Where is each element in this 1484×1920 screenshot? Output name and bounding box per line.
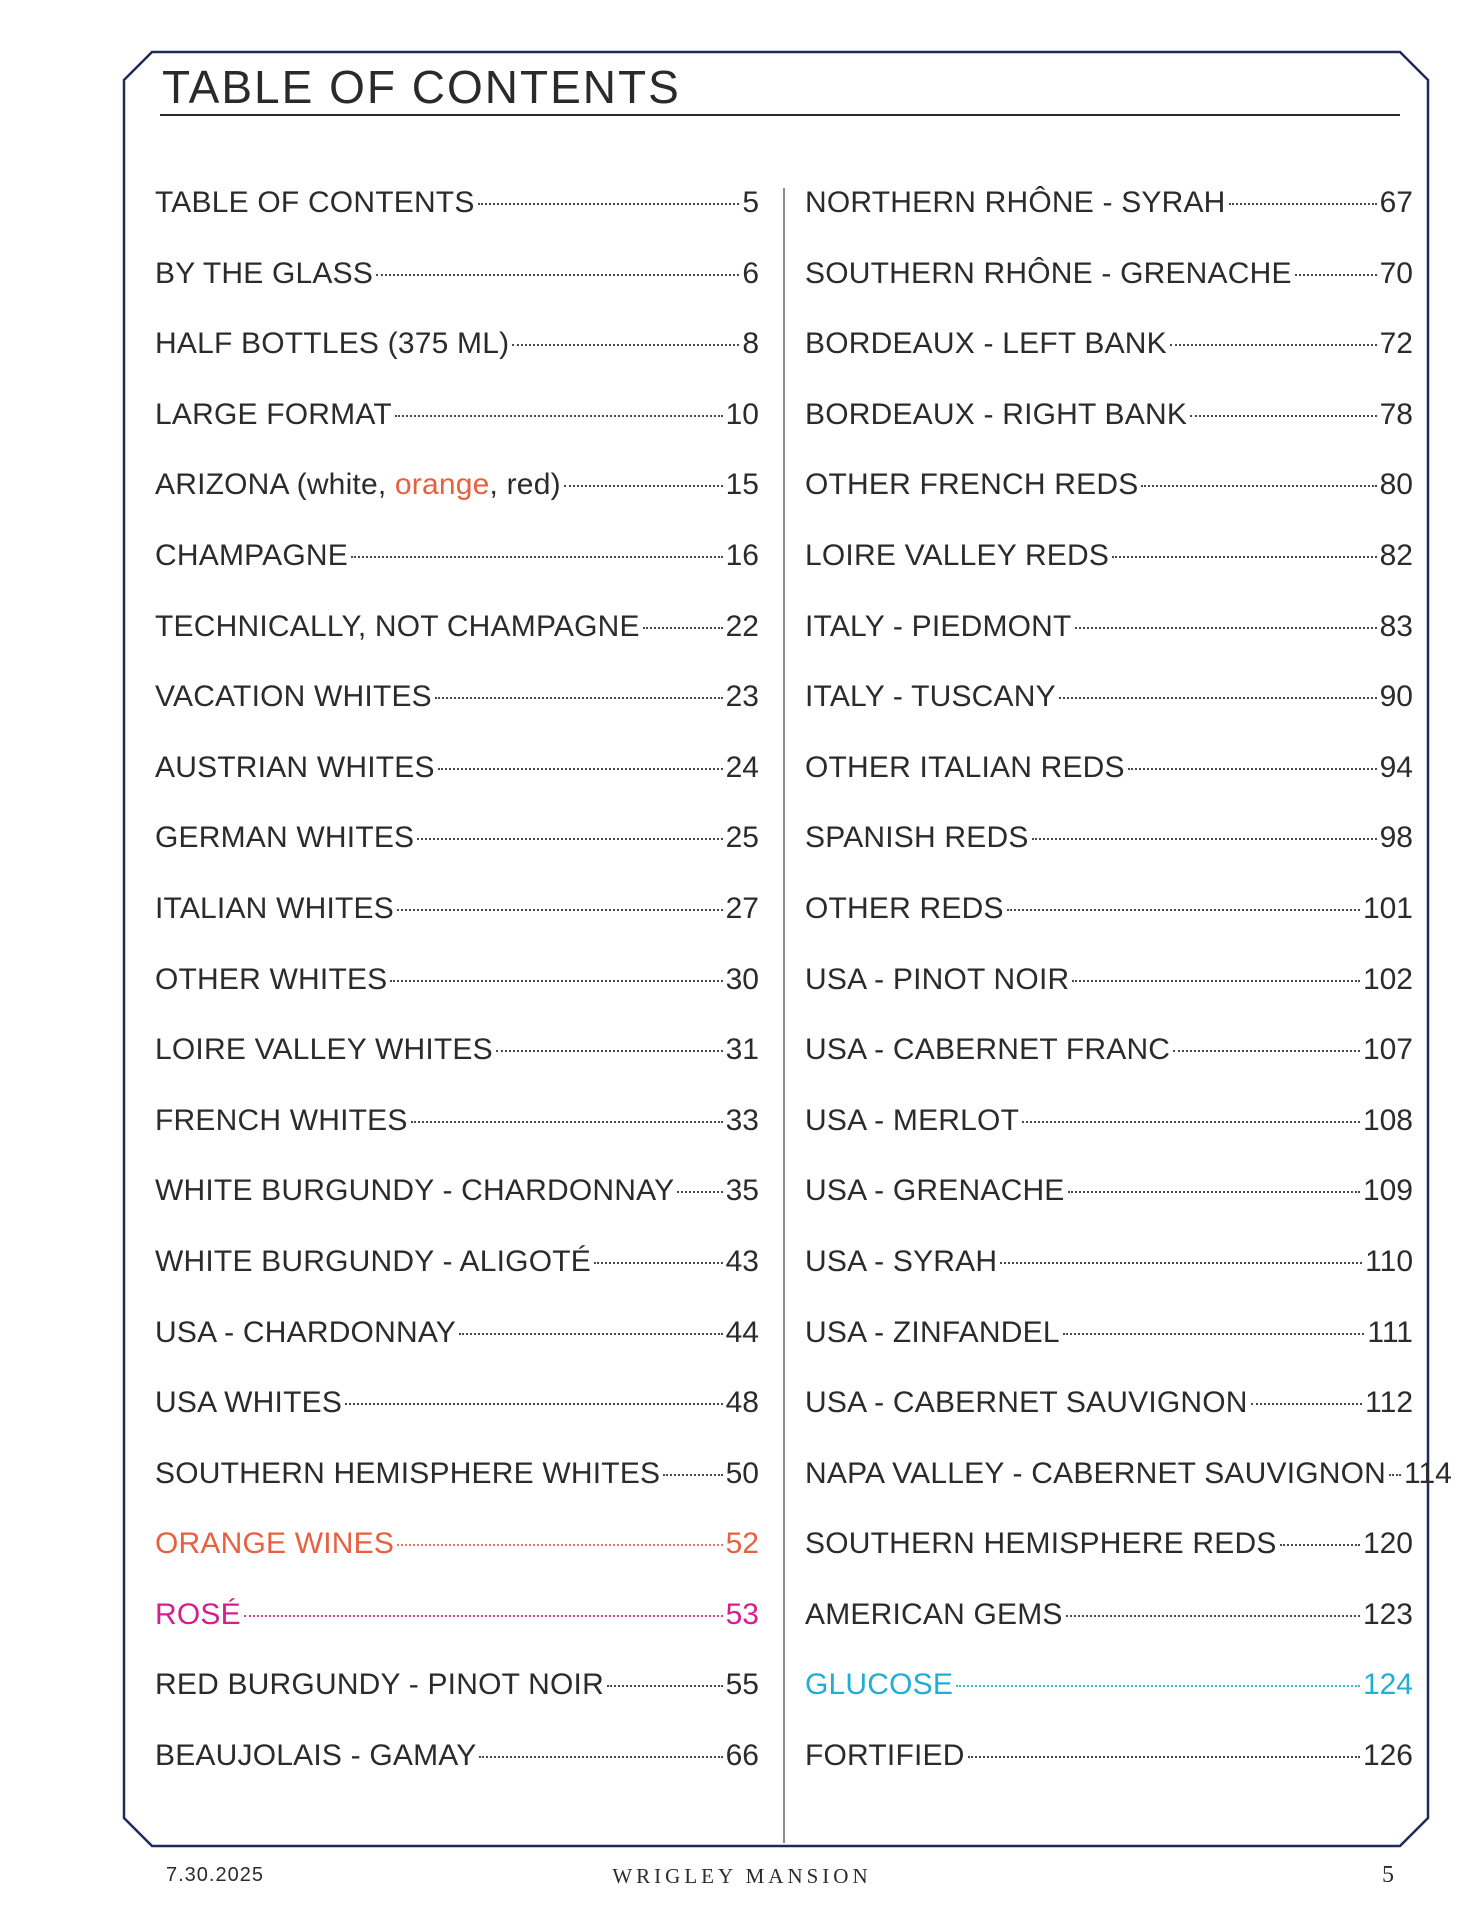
toc-entry-page: 31 <box>725 1033 759 1067</box>
toc-entry-page: 114 <box>1404 1456 1452 1490</box>
toc-entry-label-part: , red) <box>489 468 561 502</box>
toc-entry-label: AUSTRIAN WHITES <box>155 750 435 784</box>
toc-entry-label: USA - CHARDONNAY <box>155 1315 457 1349</box>
dot-leader <box>397 909 723 911</box>
dot-leader <box>390 980 722 982</box>
toc-entry-page: 78 <box>1379 397 1413 431</box>
toc-entry[interactable] <box>805 952 1413 1023</box>
toc-entry[interactable] <box>155 881 759 952</box>
toc-entry-page: 5 <box>742 186 759 219</box>
toc-entry-label <box>155 457 561 513</box>
dot-leader <box>1068 1191 1360 1193</box>
toc-entry-page: 72 <box>1379 327 1413 361</box>
toc-entry-page: 43 <box>725 1244 759 1278</box>
toc-entry-page: 52 <box>725 1527 759 1561</box>
toc-entry-label: SOUTHERN HEMISPHERE WHITES <box>155 1456 661 1490</box>
toc-entry-page: 111 <box>1367 1315 1413 1349</box>
dot-leader <box>496 1050 723 1052</box>
toc-entry-label: NAPA VALLEY - CABERNET SAUVIGNON <box>805 1456 1387 1490</box>
toc-entry[interactable] <box>805 1163 1413 1234</box>
toc-entry[interactable] <box>805 1022 1413 1093</box>
toc-entry-page: 35 <box>725 1174 759 1208</box>
toc-entry-label: SPANISH REDS <box>805 821 1029 855</box>
dot-leader <box>1066 1615 1360 1617</box>
toc-entry-label: BORDEAUX - LEFT BANK <box>805 327 1167 361</box>
dot-leader <box>564 485 723 487</box>
toc-entry-page: 90 <box>1379 680 1413 714</box>
dot-leader <box>643 627 723 629</box>
toc-entry-label: WHITE BURGUNDY - ALIGOTÉ <box>155 1244 591 1278</box>
dot-leader <box>479 1756 722 1758</box>
toc-entry-label: LARGE FORMAT <box>155 397 392 431</box>
toc-entry[interactable] <box>155 1163 759 1234</box>
toc-entry[interactable] <box>805 1305 1413 1376</box>
toc-entry[interactable] <box>805 1446 1452 1517</box>
dot-leader <box>1072 980 1360 982</box>
toc-entry-page: 101 <box>1362 891 1413 925</box>
toc-entry-page: 6 <box>742 256 759 290</box>
toc-entry-page: 22 <box>725 609 759 643</box>
toc-entry-label: USA - GRENACHE <box>805 1174 1065 1208</box>
toc-entry-page: 16 <box>725 538 759 572</box>
toc-entry-label: TABLE OF CONTENTS <box>155 186 475 219</box>
dot-leader <box>345 1403 723 1405</box>
toc-entry[interactable] <box>155 1305 759 1376</box>
dot-leader <box>1063 1333 1365 1335</box>
toc-entry[interactable] <box>155 246 759 317</box>
footer-venue-name: WRIGLEY MANSION <box>612 1864 872 1888</box>
toc-entry[interactable] <box>155 387 759 458</box>
toc-entry-label: ITALIAN WHITES <box>155 891 394 925</box>
toc-entry-page: 53 <box>725 1597 759 1631</box>
title-underline <box>160 114 1400 116</box>
toc-left-column <box>155 175 759 1799</box>
toc-entry[interactable] <box>805 246 1413 317</box>
dot-leader <box>417 838 722 840</box>
toc-entry-page: 10 <box>725 397 759 431</box>
dot-leader <box>956 1685 1360 1687</box>
toc-entry-label: USA - PINOT NOIR <box>805 962 1070 996</box>
toc-entry-label: AMERICAN GEMS <box>805 1597 1063 1631</box>
toc-entry-page: 120 <box>1362 1527 1413 1561</box>
dot-leader <box>244 1615 723 1617</box>
dot-leader <box>1389 1474 1401 1476</box>
toc-entry-label: VACATION WHITES <box>155 680 432 714</box>
toc-entry[interactable] <box>155 316 759 387</box>
toc-entry-page: 70 <box>1379 256 1413 290</box>
toc-entry[interactable] <box>805 528 1413 599</box>
toc-entry[interactable] <box>805 1728 1413 1799</box>
toc-entry[interactable] <box>805 1093 1413 1164</box>
dot-leader <box>1173 1050 1360 1052</box>
dot-leader <box>1280 1544 1360 1546</box>
toc-entry-page: 98 <box>1379 821 1413 855</box>
toc-entry-label: CHAMPAGNE <box>155 538 348 572</box>
page-title: TABLE OF CONTENTS <box>162 61 681 113</box>
toc-entry[interactable] <box>155 1093 759 1164</box>
toc-entry-page: 83 <box>1379 609 1413 643</box>
dot-leader <box>1007 909 1360 911</box>
toc-entry-label: ROSÉ <box>155 1597 241 1631</box>
toc-entry-page: 44 <box>725 1315 759 1349</box>
toc-entry[interactable] <box>155 669 759 740</box>
dot-leader <box>663 1474 722 1476</box>
toc-entry-label-part: ARIZONA (white, <box>155 468 395 502</box>
toc-entry-label: LOIRE VALLEY REDS <box>805 538 1110 572</box>
toc-entry[interactable] <box>155 740 759 811</box>
toc-entry-label: USA - CABERNET SAUVIGNON <box>805 1386 1248 1420</box>
toc-entry-label: SOUTHERN RHÔNE - GRENACHE <box>805 256 1292 290</box>
footer-page-number: 5 <box>1382 1862 1394 1888</box>
toc-entry[interactable] <box>155 457 759 528</box>
dot-leader <box>607 1685 723 1687</box>
toc-entry-label: ITALY - PIEDMONT <box>805 609 1072 643</box>
toc-entry[interactable] <box>805 599 1413 670</box>
toc-entry[interactable] <box>805 316 1413 387</box>
toc-entry[interactable] <box>155 1234 759 1305</box>
toc-entry-page: 48 <box>725 1386 759 1420</box>
toc-entry[interactable] <box>155 1516 759 1587</box>
dot-leader <box>1000 1262 1362 1264</box>
toc-entry-page: 80 <box>1379 468 1413 502</box>
toc-entry-label: TECHNICALLY, NOT CHAMPAGNE <box>155 609 640 643</box>
dot-leader <box>512 344 739 346</box>
dot-leader <box>1170 344 1377 346</box>
dot-leader <box>1112 556 1377 558</box>
toc-entry[interactable] <box>805 1234 1413 1305</box>
toc-entry-page: 23 <box>725 680 759 714</box>
dot-leader <box>435 697 723 699</box>
toc-entry-page: 124 <box>1362 1668 1413 1702</box>
dot-leader <box>1190 415 1377 417</box>
dot-leader <box>459 1333 723 1335</box>
toc-entry-label: GLUCOSE <box>805 1668 954 1702</box>
toc-entry-page: 108 <box>1362 1103 1413 1137</box>
toc-entry-label: SOUTHERN HEMISPHERE REDS <box>805 1527 1277 1561</box>
toc-entry-page: 102 <box>1362 962 1413 996</box>
toc-entry-page: 110 <box>1365 1244 1413 1278</box>
dot-leader <box>1229 203 1377 205</box>
column-divider <box>783 188 785 1843</box>
toc-entry-page: 123 <box>1362 1597 1413 1631</box>
toc-entry-label: NORTHERN RHÔNE - SYRAH <box>805 186 1226 219</box>
toc-entry-label: RED BURGUNDY - PINOT NOIR <box>155 1668 604 1702</box>
toc-entry-page: 25 <box>725 821 759 855</box>
toc-entry-page: 27 <box>725 891 759 925</box>
dot-leader <box>1251 1403 1363 1405</box>
toc-entry-page: 112 <box>1365 1386 1413 1420</box>
toc-entry-page: 66 <box>725 1739 759 1773</box>
toc-entry[interactable] <box>805 669 1413 740</box>
dot-leader <box>376 274 739 276</box>
toc-entry-label: FORTIFIED <box>805 1739 965 1773</box>
dot-leader <box>411 1121 723 1123</box>
toc-entry-label: OTHER WHITES <box>155 962 388 996</box>
toc-entry[interactable] <box>155 1446 759 1517</box>
dot-leader <box>351 556 723 558</box>
dot-leader <box>438 768 723 770</box>
toc-entry[interactable] <box>805 1375 1413 1446</box>
toc-entry-page: 8 <box>742 327 759 361</box>
toc-entry[interactable] <box>805 387 1413 458</box>
toc-entry-label: OTHER REDS <box>805 891 1004 925</box>
toc-entry[interactable] <box>805 740 1413 811</box>
toc-entry-label: USA - CABERNET FRANC <box>805 1033 1171 1067</box>
toc-entry-page: 30 <box>725 962 759 996</box>
toc-entry-label: FRENCH WHITES <box>155 1103 408 1137</box>
toc-entry[interactable] <box>155 1022 759 1093</box>
toc-entry-label: USA - SYRAH <box>805 1244 998 1278</box>
toc-entry[interactable] <box>805 1657 1413 1728</box>
toc-entry[interactable] <box>155 1375 759 1446</box>
toc-entry-page: 55 <box>725 1668 759 1702</box>
toc-entry[interactable] <box>155 1657 759 1728</box>
dot-leader <box>1059 697 1377 699</box>
toc-entry-page: 50 <box>725 1456 759 1490</box>
toc-entry-page: 109 <box>1362 1174 1413 1208</box>
toc-entry-label: BY THE GLASS <box>155 256 374 290</box>
toc-entry-page: 24 <box>725 750 759 784</box>
dot-leader <box>594 1262 723 1264</box>
toc-entry-label: ORANGE WINES <box>155 1527 395 1561</box>
dot-leader <box>478 203 740 205</box>
toc-entry[interactable] <box>805 457 1413 528</box>
dot-leader <box>1128 768 1377 770</box>
toc-entry-page: 67 <box>1379 186 1413 219</box>
toc-entry-label: ITALY - TUSCANY <box>805 680 1056 714</box>
dot-leader <box>677 1191 722 1193</box>
toc-entry-label: USA - MERLOT <box>805 1103 1020 1137</box>
toc-entry[interactable] <box>805 881 1413 952</box>
toc-entry[interactable] <box>805 1587 1413 1658</box>
dot-leader <box>968 1756 1360 1758</box>
toc-entry-label: GERMAN WHITES <box>155 821 415 855</box>
dot-leader <box>1022 1121 1360 1123</box>
toc-entry-page: 33 <box>725 1103 759 1137</box>
dot-leader <box>395 415 723 417</box>
toc-entry[interactable] <box>155 810 759 881</box>
dot-leader <box>1141 485 1376 487</box>
toc-entry-page: 94 <box>1379 750 1413 784</box>
toc-entry-label: LOIRE VALLEY WHITES <box>155 1033 493 1067</box>
toc-entry-page: 107 <box>1362 1033 1413 1067</box>
toc-right-column <box>805 175 1452 1799</box>
toc-entry-label: USA WHITES <box>155 1386 343 1420</box>
toc-entry-page: 82 <box>1379 538 1413 572</box>
dot-leader <box>1295 274 1377 276</box>
toc-entry-label: OTHER ITALIAN REDS <box>805 750 1125 784</box>
toc-entry-label: OTHER FRENCH REDS <box>805 468 1139 502</box>
toc-entry[interactable] <box>805 810 1413 881</box>
toc-entry-label: USA - ZINFANDEL <box>805 1315 1060 1349</box>
toc-entry[interactable] <box>155 175 759 246</box>
toc-entry-label: BEAUJOLAIS - GAMAY <box>155 1739 477 1773</box>
toc-entry[interactable] <box>155 1587 759 1658</box>
toc-entry-label-accent: orange <box>394 468 490 502</box>
toc-entry-label: BORDEAUX - RIGHT BANK <box>805 397 1188 431</box>
toc-entry-label: HALF BOTTLES (375 ML) <box>155 327 510 361</box>
dot-leader <box>1075 627 1377 629</box>
dot-leader <box>397 1544 723 1546</box>
toc-entry[interactable] <box>155 528 759 599</box>
toc-entry[interactable] <box>155 1728 759 1799</box>
toc-entry-page: 15 <box>725 468 759 502</box>
toc-entry[interactable] <box>155 952 759 1023</box>
toc-entry-label: WHITE BURGUNDY - CHARDONNAY <box>155 1174 675 1208</box>
toc-entry[interactable] <box>805 1516 1413 1587</box>
toc-entry[interactable] <box>805 175 1413 246</box>
toc-entry-page: 126 <box>1362 1739 1413 1773</box>
footer-date: 7.30.2025 <box>166 1864 264 1886</box>
dot-leader <box>1032 838 1377 840</box>
toc-entry[interactable] <box>155 599 759 670</box>
